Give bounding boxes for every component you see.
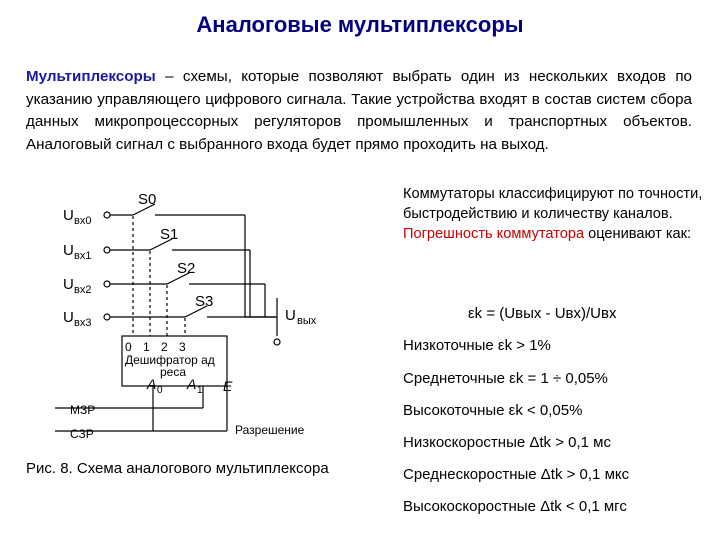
output-sub: вых [297, 315, 317, 327]
decoder-out-3: 3 [179, 340, 186, 354]
class-low-speed: Низкоскоростные Δtk > 0,1 мс [403, 434, 611, 451]
classification-line2: оценивают как: [584, 226, 692, 242]
input-label-1: U [63, 242, 74, 259]
decoder-out-1: 1 [143, 340, 150, 354]
decoder-out-0: 0 [125, 340, 132, 354]
decoder-out-2: 2 [161, 340, 168, 354]
switch-label-s0: S0 [138, 191, 157, 208]
switch-label-s3: S3 [195, 293, 214, 310]
addr-a1-sub: 1 [197, 385, 203, 396]
figure-caption: Рис. 8. Схема аналогового мультиплексора [26, 460, 329, 477]
input-label-0: U [63, 207, 74, 224]
lsb-label: МЗР [70, 403, 96, 417]
page-title: Аналоговые мультиплексоры [196, 12, 524, 37]
addr-a1: A [187, 376, 197, 392]
msb-label: СЗР [70, 427, 94, 441]
classification-line1: Коммутаторы классифицируют по точности, быстродействию и количеству каналов. [403, 186, 703, 222]
intro-text: – схемы, которые позволяют выбрать один из нескольких входов по указанию управляющего цифрового сигнала. Такие устройства входят в состав систем сбора данных микропроцессорных регуляторов промышленных и транспортных объектов. Аналоговый сигнал с выбранного входа будет прямо проходить на выход. [26, 68, 692, 153]
intro-lead: Мультиплексоры [26, 68, 156, 85]
error-formula: εk = (Uвых - Uвх)/Uвх [468, 305, 617, 322]
addr-a0: A [147, 376, 157, 392]
enable-label: Разрешение [235, 423, 305, 437]
class-high-accuracy: Высокоточные εk < 0,05% [403, 402, 583, 419]
multiplexer-circuit-diagram [55, 186, 335, 456]
input-label-2: U [63, 276, 74, 293]
classification-intro [403, 184, 703, 244]
output-label: U [285, 307, 296, 324]
class-mid-accuracy: Среднеточные εk = 1 ÷ 0,05% [403, 370, 608, 387]
input-sub-2: вх2 [74, 284, 92, 296]
class-high-speed: Высокоскоростные Δtk < 0,1 мгс [403, 498, 627, 515]
class-low-accuracy: Низкоточные εk > 1% [403, 337, 551, 354]
class-mid-speed: Среднескоростные Δtk > 0,1 мкс [403, 466, 630, 483]
intro-paragraph [26, 66, 692, 156]
error-term: Погрешность коммутатора [403, 226, 585, 242]
addr-a0-sub: 0 [157, 385, 163, 396]
input-sub-3: вх3 [74, 317, 92, 329]
switch-label-s2: S2 [177, 260, 196, 277]
decoder-label-2: реса [160, 365, 187, 379]
enable-e: E [223, 378, 233, 394]
input-sub-0: вх0 [74, 215, 92, 227]
input-sub-1: вх1 [74, 250, 92, 262]
decoder-label-1: Дешифратор ад [125, 353, 215, 367]
switch-label-s1: S1 [160, 226, 179, 243]
input-label-3: U [63, 309, 74, 326]
